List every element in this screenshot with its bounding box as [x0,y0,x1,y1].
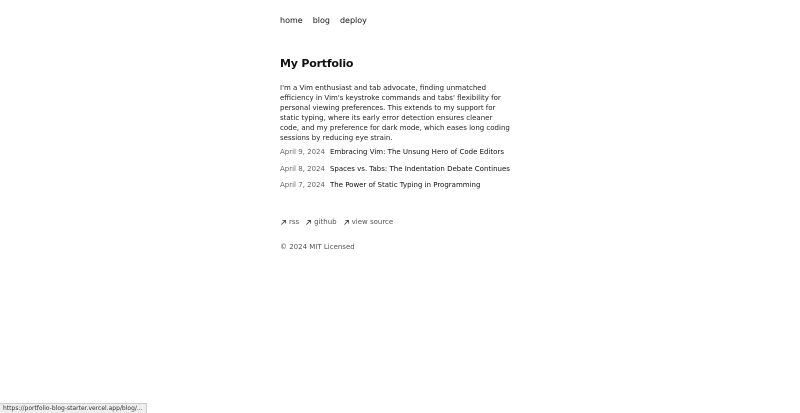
view-source-link-label: view source [351,218,394,226]
arrow-up-right-icon [280,219,287,226]
post-date: April 7, 2024 [280,181,325,189]
blog-post-row[interactable] [280,180,520,190]
browser-status-bar-url: https://portfolio-blog-starter.vercel.app/blog/... [0,403,147,413]
intro-paragraph: I'm a Vim enthusiast and tab advocate, finding unmatched efficiency in Vim's keystroke commands and tabs' flexibility for personal viewing preferences. This extends to my support for static typing, where its early error detection ensures cleaner code, and my preference for dark mode, which eases long coding sessions by reducing eye strain. [280,84,510,142]
nav-blog-link[interactable]: blog [312,16,330,25]
nav-home-link[interactable]: home [280,16,303,25]
nav-deploy-link[interactable]: deploy [339,16,367,25]
footer-links [280,217,393,227]
post-title-link[interactable]: Embracing Vim: The Unsung Hero of Code Editors [329,148,504,156]
github-link-label: github [314,218,337,226]
blog-post-list [280,147,520,197]
top-nav [280,16,367,26]
github-link[interactable] [305,217,336,227]
post-date: April 8, 2024 [280,164,325,173]
post-date: April 9, 2024 [280,148,325,156]
blog-post-row[interactable] [280,164,520,174]
arrow-up-right-icon [343,219,350,226]
rss-link-label: rss [289,218,300,226]
post-title-link[interactable]: The Power of Static Typing in Programming [329,181,481,189]
copyright-text: © 2024 MIT Licensed [280,243,355,251]
page-title: My Portfolio [280,57,354,70]
arrow-up-right-icon [305,219,312,226]
rss-link[interactable] [280,217,299,227]
view-source-link[interactable] [343,217,394,227]
blog-post-row[interactable] [280,147,520,157]
post-title-link[interactable]: Spaces vs. Tabs: The Indentation Debate Continues [329,164,510,173]
